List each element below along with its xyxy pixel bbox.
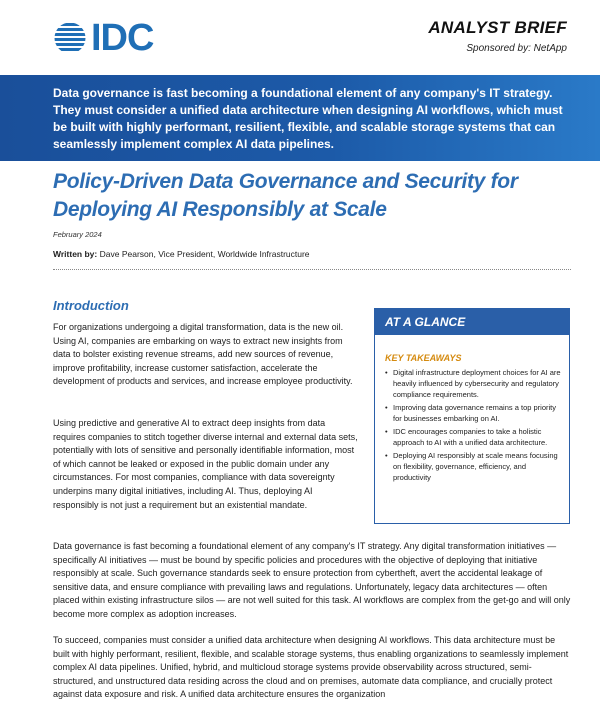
report-type: ANALYST BRIEF bbox=[428, 18, 567, 37]
key-takeaways-heading: KEY TAKEAWAYS bbox=[385, 353, 462, 363]
list-item: • Digital infrastructure deployment choices for AI are heavily influenced by cybersecurity and regulatory compliance requirements. bbox=[385, 367, 563, 400]
section-heading-introduction: Introduction bbox=[53, 298, 129, 313]
key-takeaways-list bbox=[385, 367, 563, 485]
paragraph-1: For organizations undergoing a digital transformation, data is the new oil. Using AI, companies are embarking on ways to extract new insights from data to bolster existing revenue streams, add new sources of revenue, improve profitability, increase customer satisfaction, accelerate the development of products and services, and increase employee productivity. bbox=[53, 322, 353, 387]
banner-text: Data governance is fast becoming a foundational element of any company's IT strategy. They must consider a unified data architecture when designing AI workflows, which must be built with highly performant, resilient, flexible, and scalable storage systems that can seamlessly implement complex AI data pipelines. bbox=[53, 86, 563, 151]
document-title: Policy-Driven Data Governance and Security for Deploying AI Responsibly at Scale bbox=[53, 170, 518, 221]
paragraph-2: Using predictive and generative AI to extract deep insights from data requires companies to stitch together diverse internal and external data sets, potentially with lots of sensitive and personally identifiable information, most of which cannot be leaked or exposed in the public domain under any circumstances. For most companies, compliance with data sovereignty underpins many digital initiatives, including AI. Thus, deploying AI responsibly is not just a requirement but an existential mandate. bbox=[53, 418, 358, 510]
author-line bbox=[53, 249, 310, 259]
sponsor-line: Sponsored by: NetApp bbox=[466, 43, 567, 54]
author-label: Written by: bbox=[53, 249, 98, 259]
globe-logo-icon bbox=[53, 22, 87, 54]
at-a-glance-box bbox=[374, 308, 570, 524]
brief-header bbox=[428, 18, 567, 54]
paragraph-4: To succeed, companies must consider a unified data architecture when designing AI workflows. This data architecture must be built with highly performant, resilient, flexible, and scalable storage systems, thus enabling organizations to seamlessly implement complex AI data pipelines. Unified, hybrid, and multicloud storage systems provide observability across structured, semi-structured, and unstructured data residing across the cloud and on premises, automate data compliance, and crucially protect against data exposure and risk. A unified data architecture ensures the organization bbox=[53, 635, 569, 700]
idc-logo bbox=[53, 17, 154, 59]
list-item: • Improving data governance remains a top priority for businesses embarking on AI. bbox=[385, 402, 563, 424]
paragraph-3: Data governance is fast becoming a foundational element of any company's IT strategy. Any digital transformation initiatives — specifically AI initiatives — must be bound by specific policies and procedures with the objective of deploying that initiative responsibly at scale. Such governance standards seek to ensure protection from cybertheft, avert the accidental leakage of sensitive data, and ensure compliance with prevailing laws and regulations. Unfortunately, legacy data architectures — often placed within existing infrastructure silos — are not well suited for this task. AI workflows are complex from the get-go and will only become more complex as adoption increases. bbox=[53, 541, 571, 619]
author-name: Dave Pearson, Vice President, Worldwide Infrastructure bbox=[99, 249, 310, 259]
list-item: • Deploying AI responsibly at scale means focusing on flexibility, governance, efficiency, and productivity bbox=[385, 450, 563, 483]
divider bbox=[53, 269, 571, 270]
list-item: • IDC encourages companies to take a holistic approach to AI with a unified data architecture. bbox=[385, 426, 563, 448]
logo-text: IDC bbox=[91, 17, 154, 59]
publication-date: February 2024 bbox=[53, 230, 102, 239]
summary-banner bbox=[0, 75, 600, 161]
at-a-glance-heading: AT A GLANCE bbox=[375, 309, 569, 335]
